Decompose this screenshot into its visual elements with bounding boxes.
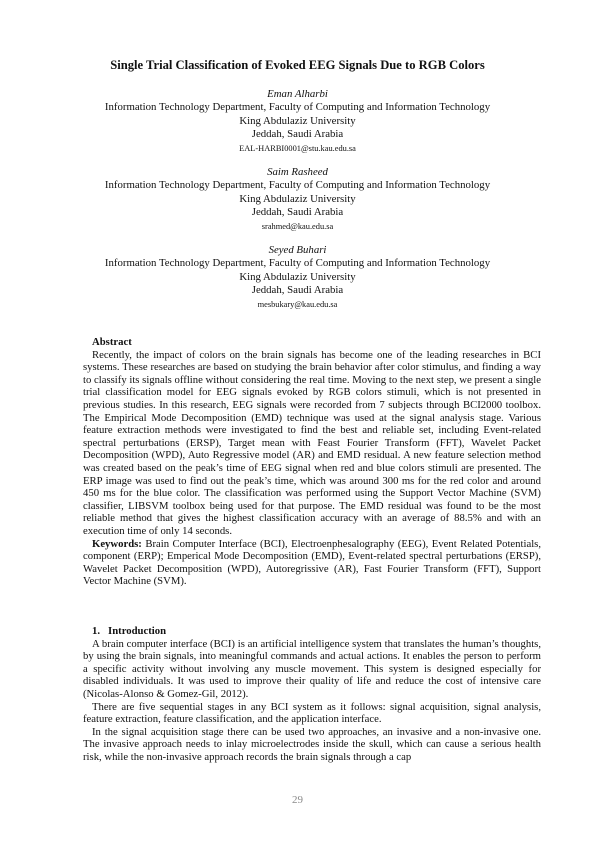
- author-university: King Abdulaziz University: [239, 114, 356, 127]
- abstract-section: [83, 336, 541, 588]
- author-university: King Abdulaziz University: [239, 192, 356, 205]
- abstract-text: Recently, the impact of colors on the brain signals has become one of the leading researches in BCI systems. These researches are based on studying the brain behavior after color stimulus, and finding a way to classify its signals offline without considering the real time. Moving to the next step, we present a single trial classification model for EEG signals evoked by RGB colors stimuli, which is not presented in previous studies. In this research, EEG signals were recorded from 7 subjects through BCI2000 toolbox. The Empirical Mode Decomposition (EMD) technique was used at the signal analysis stage. Various feature extraction methods were investigated to find the best and reliable set, including Event-related spectral perturbations (ERSP), Target mean with Feast Fourier Transform (FFT), Wavelet Packet Decomposition (WPD), Auto Regressive model (AR) and EMD residual. A new feature selection method was created based on the peak’s time of EEG signal when red and blue colors stimuli are presented. The ERP image was used to find out the peak’s time, which was around 300 ms for the red color and around 450 ms for the blue color. The classification was performed using the Support Vector Machine (SVM) classifier, LIBSVM toolbox being used for that purpose. The EMD residual was found to be the most reliable method that gives the highest classification accuracy with an average of 88.5% and with an execution time of only 14 seconds.: [83, 348, 541, 537]
- author-email: mesbukary@kau.edu.sa: [257, 299, 338, 309]
- author-department: Information Technology Department, Faculty of Computing and Information Technology: [104, 101, 491, 114]
- author-location: Jeddah, Saudi Arabia: [251, 284, 344, 297]
- paper-title: Single Trial Classification of Evoked EEG Signals Due to RGB Colors: [110, 58, 485, 72]
- intro-paragraph: There are five sequential stages in any BCI system as it follows: signal acquisition, signal analysis, feature extraction, feature classification, and the application interface.: [83, 700, 541, 726]
- author-block-1: [40, 88, 555, 155]
- page-number: 29: [292, 794, 303, 806]
- author-block-2: [40, 166, 555, 233]
- author-email: srahmed@kau.edu.sa: [261, 221, 334, 231]
- intro-paragraph: A brain computer interface (BCI) is an artificial intelligence system that translates the human’s thoughts, by using the brain signals, into meaningful commands and actual actions. It enables the person to perform a specific activity without involving any muscle movement. This system is designed especially for disabled individuals. It was used to improve their quality of life and reduce the cost of intensive care (Nicolas-Alonso & Gomez-Gil, 2012).: [83, 637, 541, 700]
- introduction-heading: 1. Introduction: [92, 625, 167, 637]
- keywords-label: Keywords:: [92, 537, 142, 550]
- keywords: [83, 538, 541, 588]
- author-department: Information Technology Department, Faculty of Computing and Information Technology: [104, 257, 491, 270]
- author-name: Seyed Buhari: [268, 244, 327, 256]
- author-name: Eman Alharbi: [267, 88, 328, 100]
- author-university: King Abdulaziz University: [239, 270, 356, 283]
- author-block-3: [40, 244, 555, 311]
- author-name: Saim Rasheed: [267, 166, 328, 178]
- author-email: EAL-HARBI0001@stu.kau.edu.sa: [239, 143, 356, 153]
- abstract-heading: Abstract: [92, 336, 132, 348]
- author-location: Jeddah, Saudi Arabia: [251, 206, 344, 219]
- author-department: Information Technology Department, Faculty of Computing and Information Technology: [104, 179, 491, 192]
- keywords-text: Brain Computer Interface (BCI), Electroenphesalography (EEG), Event Related Potentials, component (ERP); Emperical Mode Decomposition (EMD), Event-related spectral perturbations (ERSP), Wavelet Packet Decomposition (WPD), Autoregrissive (AR), Fast Fourier Transform (FFT), Support Vector Machine (SVM).: [83, 537, 542, 588]
- author-location: Jeddah, Saudi Arabia: [251, 128, 344, 141]
- introduction-section: [83, 625, 541, 764]
- intro-paragraph: In the signal acquisition stage there can be used two approaches, an invasive and a non-invasive one. The invasive approach needs to inlay microelectrodes inside the skull, which can cause a serious health risk, while the non-invasive approach records the brain signals through a cap: [83, 725, 541, 763]
